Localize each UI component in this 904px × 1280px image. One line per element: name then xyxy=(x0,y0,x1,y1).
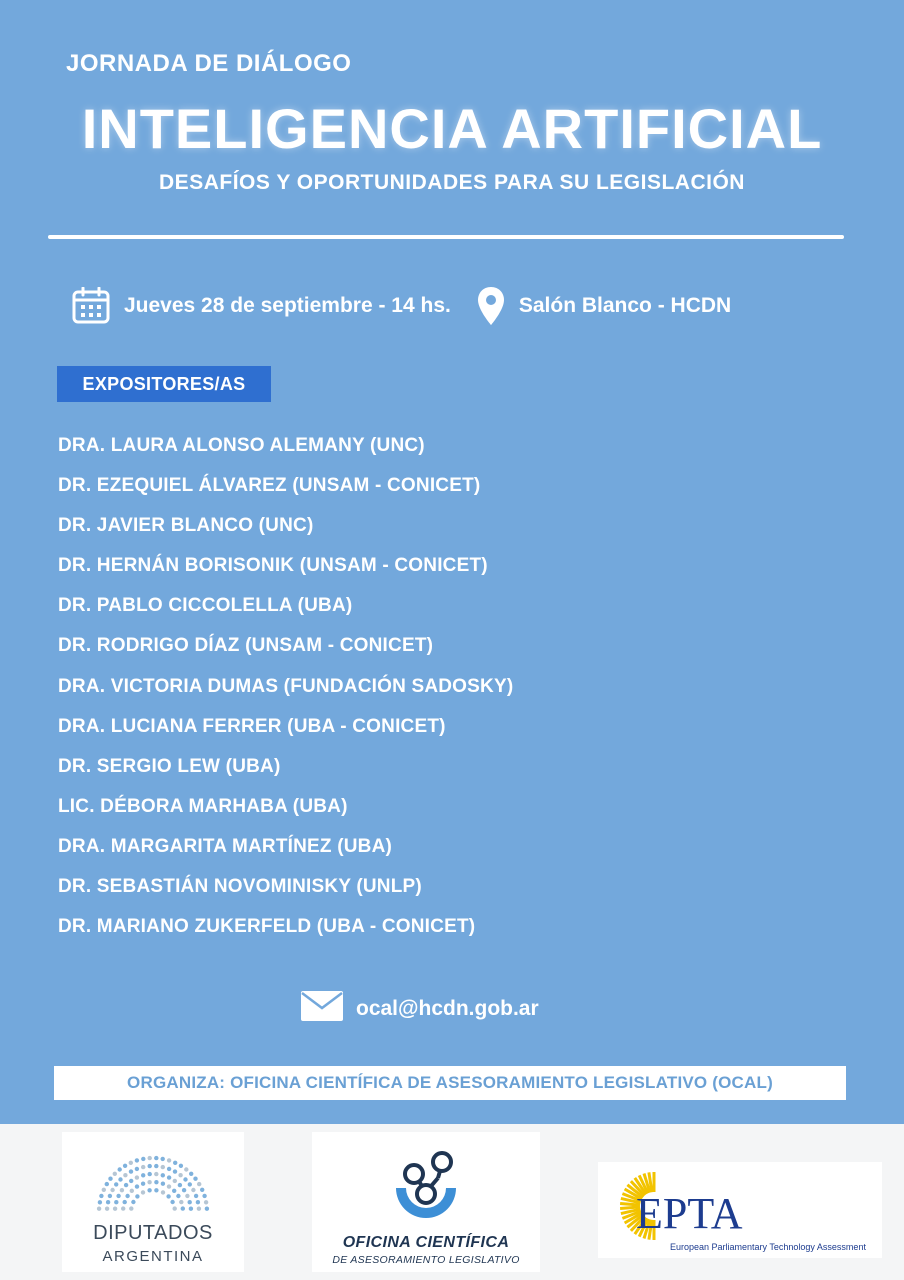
list-item: DR. SEBASTIÁN NOVOMINISKY (UNLP) xyxy=(58,876,422,898)
list-item: LIC. DÉBORA MARHABA (UBA) xyxy=(58,795,348,817)
diputados-logo-country: ARGENTINA xyxy=(102,1248,204,1265)
location-pin-icon xyxy=(477,286,505,326)
list-item: DRA. VICTORIA DUMAS (FUNDACIÓN SADOSKY) xyxy=(58,675,514,697)
molecule-icon xyxy=(312,1132,540,1232)
event-title: INTELIGENCIA ARTIFICIAL xyxy=(81,97,823,160)
diputados-logo-name: DIPUTADOS xyxy=(93,1222,213,1244)
logo-footer xyxy=(0,1124,904,1280)
epta-logo-tagline: European Parliamentary Technology Assessment xyxy=(670,1242,866,1252)
ocal-logo-subtitle: DE ASESORAMIENTO LEGISLATIVO xyxy=(332,1254,520,1266)
divider xyxy=(48,235,844,239)
list-item: DR. RODRIGO DÍAZ (UNSAM - CONICET) xyxy=(58,635,434,657)
list-item: DRA. MARGARITA MARTÍNEZ (UBA) xyxy=(58,835,393,857)
speakers-heading: EXPOSITORES/AS xyxy=(57,366,271,402)
epta-logo xyxy=(598,1162,882,1258)
envelope-icon xyxy=(300,990,344,1027)
list-item: DR. MARIANO ZUKERFELD (UBA - CONICET) xyxy=(58,916,476,938)
speaker-list xyxy=(58,430,513,951)
list-item: DR. JAVIER BLANCO (UNC) xyxy=(58,515,314,537)
event-date: Jueves 28 de septiembre - 14 hs. xyxy=(124,294,451,317)
diputados-hemicycle-icon xyxy=(62,1132,244,1222)
list-item: DR. HERNÁN BORISONIK (UNSAM - CONICET) xyxy=(58,555,488,577)
event-eyebrow: JORNADA DE DIÁLOGO xyxy=(66,50,352,77)
ocal-logo-name: OFICINA CIENTÍFICA xyxy=(342,1234,510,1251)
calendar-icon xyxy=(72,287,110,325)
list-item: DRA. LAURA ALONSO ALEMANY (UNC) xyxy=(58,435,425,456)
list-item: DR. EZEQUIEL ÁLVAREZ (UNSAM - CONICET) xyxy=(58,475,481,497)
diputados-logo xyxy=(62,1132,244,1272)
contact-email[interactable] xyxy=(300,990,539,1027)
list-item: DR. PABLO CICCOLELLA (UBA) xyxy=(58,595,353,617)
list-item: DRA. LUCIANA FERRER (UBA - CONICET) xyxy=(58,715,446,737)
organizer-banner: ORGANIZA: OFICINA CIENTÍFICA DE ASESORAMIENTO LEGISLATIVO (OCAL) xyxy=(54,1066,846,1100)
event-subtitle: DESAFÍOS Y OPORTUNIDADES PARA SU LEGISLACIÓN xyxy=(159,171,745,194)
list-item: DR. SERGIO LEW (UBA) xyxy=(58,755,281,777)
email-link[interactable]: ocal@hcdn.gob.ar xyxy=(356,996,539,1020)
epta-logo-name: EPTA xyxy=(636,1189,743,1238)
ocal-logo xyxy=(312,1132,540,1272)
event-location: Salón Blanco - HCDN xyxy=(518,294,732,317)
event-info xyxy=(72,286,731,326)
